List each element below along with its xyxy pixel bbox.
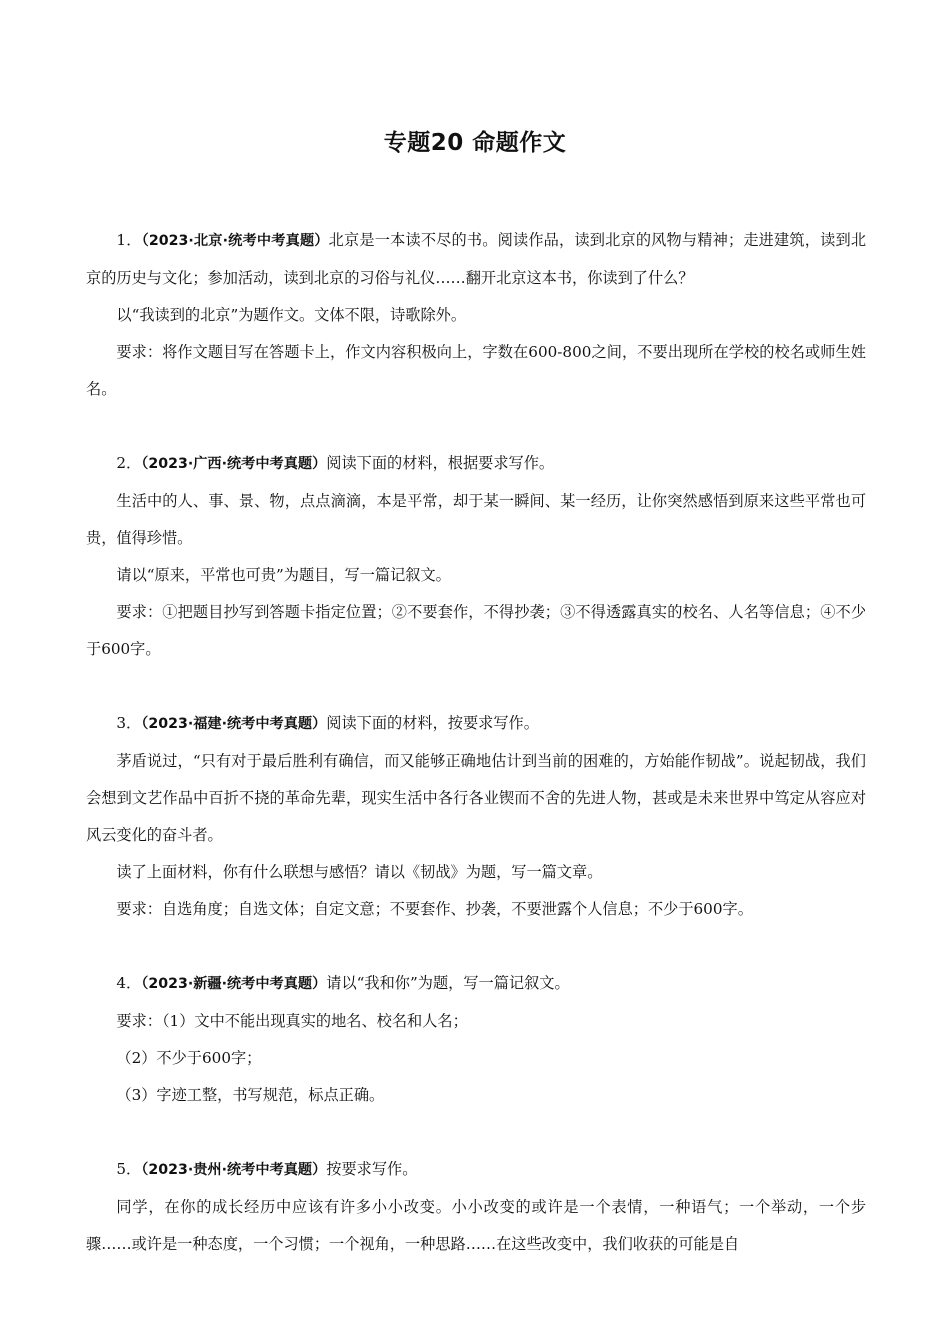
question-text: 请以“我和你”为题，写一篇记叙文。 — [326, 974, 570, 992]
question-source: （2023·北京·统考中考真题） — [141, 233, 329, 249]
question-paragraph: 读了上面材料，你有什么联想与感悟？请以《韧战》为题，写一篇文章。 — [116, 863, 603, 881]
question-source: （2023·广西·统考中考真题） — [141, 456, 327, 472]
question-number: 3． — [116, 714, 142, 732]
question-paragraph: 要求：自选角度；自选文体；自定文意；不要套作、抄袭，不要泄露个人信息；不少于600字。 — [116, 900, 753, 918]
question-paragraph — [86, 1151, 866, 1189]
question-3 — [86, 705, 866, 928]
question-4 — [86, 965, 866, 1114]
question-paragraph: 要求：①把题目抄写到答题卡指定位置；②不要套作，不得抄袭；③不得透露真实的校名、人名等信息；④不少于600字。 — [86, 603, 866, 658]
question-paragraph: （2）不少于600字； — [116, 1049, 262, 1067]
question-paragraph: 同学，在你的成长经历中应该有许多小小改变。小小改变的或许是一个表情，一种语气；一个举动，一个步骤……或许是一种态度，一个习惯；一个视角，一种思路……在这些改变中，我们收获的可能是自 — [86, 1198, 866, 1253]
question-paragraph: 生活中的人、事、景、物，点点滴滴，本是平常，却于某一瞬间、某一经历，让你突然感悟到原来这些平常也可贵，值得珍惜。 — [86, 492, 866, 547]
question-number: 5． — [116, 1160, 142, 1178]
question-text: 阅读下面的材料，按要求写作。 — [326, 714, 539, 732]
question-text: 北京是一本读不尽的书。阅读作品，读到北京的风物与精神；走进建筑，读到北京的历史与文化；参加活动，读到北京的习俗与礼仪……翻开北京这本书，你读到了什么？ — [86, 231, 867, 287]
question-paragraph — [86, 965, 866, 1003]
question-source: （2023·福建·统考中考真题） — [141, 716, 327, 732]
page-title: 专题20 命题作文 — [383, 130, 567, 156]
question-paragraph: 茅盾说过，“只有对于最后胜利有确信，而又能够正确地估计到当前的困难的，方始能作韧战”。说起韧战，我们会想到文艺作品中百折不挠的革命先辈，现实生活中各行各业锲而不舍的先进人物，甚或是未来世界中笃定从容应对风云变化的奋斗者。 — [86, 752, 866, 844]
question-paragraph — [86, 445, 866, 483]
question-number: 2． — [116, 454, 142, 472]
question-number: 1． — [116, 231, 142, 249]
question-paragraph: 以“我读到的北京”为题作文。文体不限，诗歌除外。 — [116, 306, 467, 324]
question-paragraph: 要求：（1）文中不能出现真实的地名、校名和人名； — [116, 1012, 468, 1030]
question-paragraph — [86, 222, 866, 297]
question-2 — [86, 445, 866, 668]
question-paragraph — [86, 705, 866, 743]
question-text: 按要求写作。 — [326, 1160, 418, 1178]
question-1 — [86, 222, 866, 408]
question-paragraph: （3）字迹工整，书写规范，标点正确。 — [116, 1086, 385, 1104]
question-source: （2023·新疆·统考中考真题） — [141, 976, 327, 992]
question-paragraph: 请以“原来，平常也可贵”为题目，写一篇记叙文。 — [116, 566, 451, 584]
question-5 — [86, 1151, 866, 1263]
question-number: 4． — [116, 974, 142, 992]
question-text: 阅读下面的材料，根据要求写作。 — [326, 454, 555, 472]
question-paragraph: 要求：将作文题目写在答题卡上，作文内容积极向上，字数在600-800之间，不要出现所在学校的校名或师生姓名。 — [86, 343, 866, 398]
question-source: （2023·贵州·统考中考真题） — [141, 1162, 327, 1178]
questions-list — [86, 222, 866, 1263]
